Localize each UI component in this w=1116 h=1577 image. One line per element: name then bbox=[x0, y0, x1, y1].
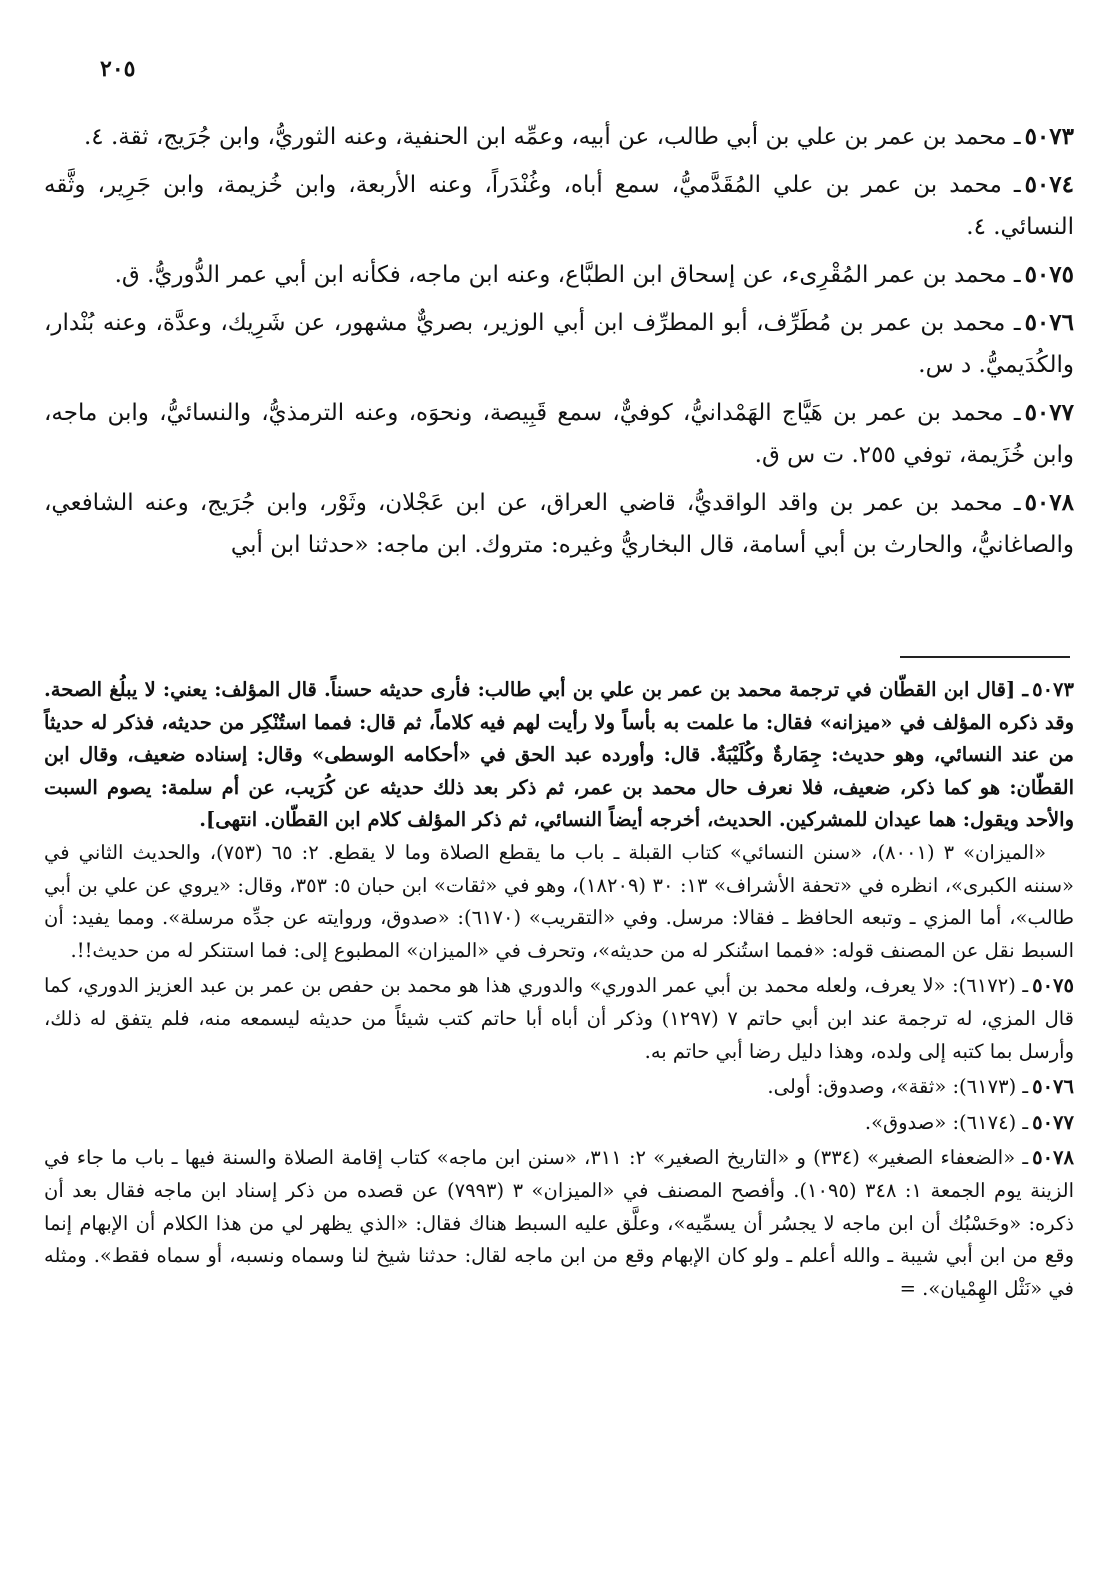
footnote-number: ٥٠٧٥ bbox=[1032, 974, 1074, 998]
footnote-text: ـ (٦١٧٢): «لا يعرف، ولعله محمد بن أبي عمر الدوري» والدوري هذا هو محمد بن حفص بن عمر بن عبد العزيز الدوري، كما قال المزي، له ترجمة عند ابن أبي حاتم ٧ (١٢٩٧) وذكر أن أباه أبا حاتم كتب شيئاً من حديثه ليسمعه منه، فلم يتفق له ذلك، وأرسل بما كتبه إلى ولده، وهذا دليل رضا أبي حاتم به. bbox=[44, 974, 1074, 1063]
entry-number: ٥٠٧٤ bbox=[1024, 171, 1074, 198]
footnote-text: ـ (٦١٧٣): «ثقة»، وصدوق: أولى. bbox=[767, 1075, 1029, 1099]
entry-text: ـ محمد بن عمر بن هَيَّاج الهَمْدانيُّ، كوفيٌّ، سمع قَبِيصة، ونحوَه، وعنه الترمذيُّ، والنسائيُّ، وابن ماجه، وابن خُزَيمة، توفي ٢٥٥. ت س ق. bbox=[44, 400, 1074, 468]
entry-5075 bbox=[44, 254, 1074, 296]
footnote-number: ٥٠٧٣ bbox=[1032, 678, 1074, 701]
footnote-text: ـ (٦١٧٤): «صدوق». bbox=[864, 1110, 1029, 1134]
footnote-number: ٥٠٧٦ bbox=[1032, 1075, 1074, 1099]
entry-text: ـ محمد بن عمر بن علي المُقَدَّميُّ، سمع أباه، وغُنْدَراً، وعنه الأربعة، وابن خُزيمة، وابن جَرِير، وثَّقه النسائي. ٤. bbox=[44, 172, 1074, 240]
footnote-number: ٥٠٧٨ bbox=[1032, 1146, 1074, 1170]
entry-number: ٥٠٧٨ bbox=[1024, 489, 1074, 516]
entry-5076 bbox=[44, 302, 1074, 386]
entry-number: ٥٠٧٥ bbox=[1024, 261, 1074, 288]
entry-number: ٥٠٧٧ bbox=[1024, 399, 1074, 426]
footnote-divider bbox=[900, 656, 1070, 658]
entry-text: ـ محمد بن عمر بن مُطَرِّف، أبو المطرِّف ابن أبي الوزير، بصريٌّ مشهور، عن شَرِيك، وعدَّة، وعنه بُنْدار، والكُدَيميُّ. د س. bbox=[44, 310, 1074, 378]
entry-text: ـ محمد بن عمر المُقْرِىء، عن إسحاق ابن الطبَّاع، وعنه ابن ماجه، فكأنه ابن أبي عمر الدُّوريُّ. ق. bbox=[114, 262, 1021, 288]
entry-5077 bbox=[44, 392, 1074, 476]
footnote-5078 bbox=[44, 1142, 1074, 1305]
footnote-5076 bbox=[44, 1071, 1074, 1104]
footnote-5075 bbox=[44, 970, 1074, 1068]
entry-number: ٥٠٧٦ bbox=[1024, 309, 1074, 336]
entry-text: ـ محمد بن عمر بن واقد الواقديُّ، قاضي العراق، عن ابن عَجْلان، وثَوْر، وابن جُرَيج، وعنه الشافعي، والصاغانيُّ، والحارث بن أبي أسامة، قال البخاريُّ وغيره: متروك. ابن ماجه: «حدثنا ابن أبي bbox=[44, 490, 1074, 558]
footnote-5077 bbox=[44, 1107, 1074, 1140]
footnotes bbox=[44, 674, 1074, 1308]
footnote-5073 bbox=[44, 674, 1074, 967]
main-text bbox=[44, 116, 1074, 572]
entry-5078 bbox=[44, 482, 1074, 566]
page-number: ٢٠٥ bbox=[100, 56, 136, 82]
footnote-text: ـ «الضعفاء الصغير» (٣٣٤) و «التاريخ الصغير» ٢: ٣١١، «سنن ابن ماجه» كتاب إقامة الصلاة والسنة فيها ـ باب ما جاء في الزينة يوم الجمعة ١: ٣٤٨ (١٠٩٥). وأفصح المصنف في «الميزان» ٣ (٧٩٩٣) عن قصده من ذكر إسناد ابن ماجه فقال بعد أن ذكره: «وحَسْبُك أن ابن ماجه لا يجسُر أن يسمِّيه»، وعلَّق عليه السبط هناك فقال: «الذي يظهر لي من هذا الكلام أن الإبهام إنما وقع من ابن أبي شيبة ـ والله أعلم ـ ولو كان الإبهام وقع من ابن ماجه لقال: حدثنا شيخ لنا وسماه ونسبه، أو سماه فقط». ومثله في «نَثْل الهِمْيان». = bbox=[44, 1146, 1074, 1300]
entry-number: ٥٠٧٣ bbox=[1024, 123, 1074, 150]
entry-text: ـ محمد بن عمر بن علي بن أبي طالب، عن أبيه، وعمِّه ابن الحنفية، وعنه الثوريُّ، وابن جُرَيج، ثقة. ٤. bbox=[83, 124, 1021, 150]
footnote-text: «الميزان» ٣ (٨٠٠١)، «سنن النسائي» كتاب القبلة ـ باب ما يقطع الصلاة وما لا يقطع. ٢: ٦٥ (٧٥٣)، والحديث الثاني في «سننه الكبرى»، انظره في «تحفة الأشراف» ١٣: ٣٠ (١٨٢٠٩)، وهو في «ثقات» ابن حبان ٥: ٣٥٣، وقال: «يروي عن علي بن أبي طالب»، أما المزي ـ وتبعه الحافظ ـ فقالا: مرسل. وفي «التقريب» (٦١٧٠): «صدوق، وروايته عن جدِّه مرسلة». ومما يفيد: أن السبط نقل عن المصنف قوله: «فمما استُنكر له من حديثه»، وتحرف في «الميزان» المطبوع إلى: فما استنكر له من حديث!!. bbox=[44, 840, 1074, 962]
footnote-quote: ـ [قال ابن القطّان في ترجمة محمد بن عمر بن علي بن أبي طالب: فأرى حديثه حسناً. قال المؤلف: يعني: لا يبلُغ الصحة. وقد ذكره المؤلف في «ميزانه» فقال: ما علمت به بأساً ولا رأيت لهم فيه كلاماً، ثم قال: فمما استُنْكِر من حديثه، فذكر له حديثاً من عند النسائي، وهو حديث: جِمَارةٌ وكُلَيْبَةٌ. قال: وأورده عبد الحق في «أحكامه الوسطى» وقال: إسناده ضعيف، وقال ابن القطّان: هو كما ذكر، ضعيف، فلا نعرف حال محمد بن عمر، ثم ذكر بعد ذلك حديثه عن كُرَيب، عن أم سلمة: يصوم السبت والأحد ويقول: هما عيدان للمشركين. الحديث، أخرجه أيضاً النسائي، ثم ذكر المؤلف كلام ابن القطّان. انتهى]. bbox=[44, 678, 1074, 832]
entry-5073 bbox=[44, 116, 1074, 158]
entry-5074 bbox=[44, 164, 1074, 248]
footnote-number: ٥٠٧٧ bbox=[1032, 1110, 1074, 1134]
